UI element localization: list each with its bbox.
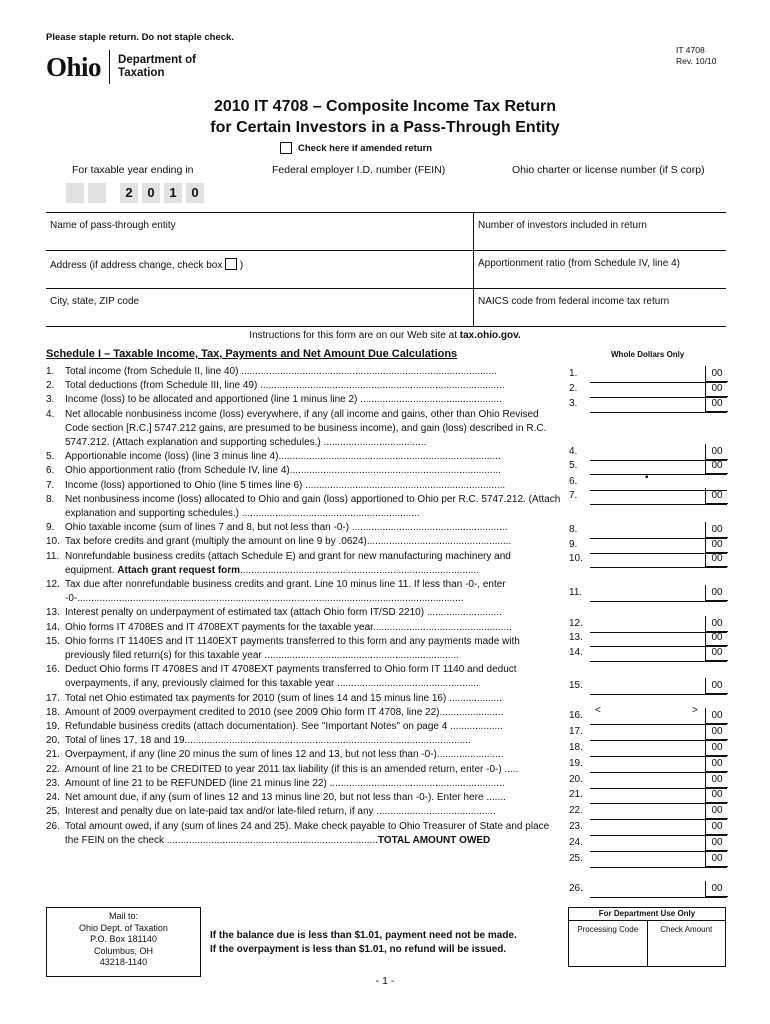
line-number: 17. xyxy=(46,692,60,704)
amount-line-label: 19. xyxy=(569,758,583,769)
cents-field: 00 xyxy=(705,835,728,851)
line-text xyxy=(65,379,562,393)
line16-bracket-open: < xyxy=(595,705,601,716)
line-text xyxy=(65,663,562,691)
line-number: 26. xyxy=(46,820,60,832)
schedule-line xyxy=(46,493,562,521)
line-number: 12. xyxy=(46,579,60,591)
line-number: 14. xyxy=(46,621,60,633)
amount-line-label: 7. xyxy=(569,490,578,501)
year-digit-box[interactable] xyxy=(66,183,84,203)
investor-count-label: Number of investors included in return xyxy=(478,220,647,231)
form-number: IT 4708 xyxy=(676,45,705,55)
naics-label: NAICS code from federal income tax return xyxy=(478,296,670,307)
amount-line-label: 13. xyxy=(569,632,583,643)
form-title xyxy=(0,96,770,138)
line-text xyxy=(65,550,562,578)
line-description: Ohio forms IT 4708ES and IT 4708EXT payments for the taxable year.................................................. xyxy=(65,621,512,633)
line-text xyxy=(65,606,562,620)
instructions-text: Instructions for this form are on our Web site at xyxy=(249,330,460,341)
cents-field: 00 xyxy=(705,740,728,756)
line-number: 11. xyxy=(46,550,60,562)
line-text xyxy=(65,479,562,493)
year-digit-box[interactable] xyxy=(88,183,106,203)
schedule-title: Schedule I – Taxable Income, Tax, Payments and Net Amount Due Calculations xyxy=(46,348,458,360)
cents-field: 00 xyxy=(705,522,728,538)
line-text xyxy=(65,805,562,819)
amount-line-label: 23. xyxy=(569,821,583,832)
amount-line-label: 4. xyxy=(569,446,578,457)
line-text xyxy=(65,535,562,549)
schedule-line xyxy=(46,464,562,478)
amount-line-label: 18. xyxy=(569,742,583,753)
decimal-point: ▪ xyxy=(645,472,649,483)
line-number: 6. xyxy=(46,465,55,477)
cents-field: 00 xyxy=(705,458,728,474)
line-number: 1. xyxy=(46,366,55,377)
line-text xyxy=(65,450,562,464)
cents-field: 00 xyxy=(705,396,728,412)
cents-field: 00 xyxy=(705,616,728,632)
amount-line-label: 26. xyxy=(569,883,583,894)
schedule-lines xyxy=(46,365,562,848)
cents-field: 00 xyxy=(705,630,728,646)
amount-line-label: 8. xyxy=(569,524,578,535)
line-description: Tax due after nonrefundable business credits and grant. Line 10 minus line 11. If less than -0-, enter -0-........................................................................................................................................... xyxy=(65,579,506,605)
staple-instruction: Please staple return. Do not staple check. xyxy=(46,32,234,43)
naics-field[interactable] xyxy=(474,289,726,326)
logo-wordmark: Ohio xyxy=(46,51,102,82)
line-description: Tax before credits and grant (multiply the amount on line 9 by .0624).................................................... xyxy=(65,536,512,548)
amount-line-label: 22. xyxy=(569,805,583,816)
line-number: 20. xyxy=(46,735,60,747)
line-description: Net amount due, if any (sum of lines 12 and 13 minus line 20, but not less than -0-). Enter here ....... xyxy=(65,792,506,804)
amount-line-label: 2. xyxy=(569,383,578,394)
line-text xyxy=(65,734,562,748)
mail-label: Mail to: xyxy=(108,911,138,921)
fein-label: Federal employer I.D. number (FEIN) xyxy=(272,164,446,176)
amount-line-label: 5. xyxy=(569,460,578,471)
department-name xyxy=(118,54,196,80)
cents-field: 00 xyxy=(705,444,728,460)
schedule-line xyxy=(46,535,562,549)
footer-section xyxy=(46,907,726,979)
schedule-line xyxy=(46,763,562,777)
year-digit-box: 0 xyxy=(142,183,160,203)
line-description: Total of lines 17, 18 and 19....................................................................................................... xyxy=(65,735,471,747)
cents-field: 00 xyxy=(705,488,728,504)
apportionment-field[interactable] xyxy=(474,251,726,288)
schedule-line xyxy=(46,635,562,663)
line-text xyxy=(65,748,562,762)
line-text xyxy=(65,408,562,451)
schedule-line xyxy=(46,606,562,620)
amount-line-label: 12. xyxy=(569,618,583,629)
title-line-2: for Certain Investors in a Pass-Through Entity xyxy=(210,119,560,136)
city-state-zip-label: City, state, ZIP code xyxy=(50,296,140,307)
amount-line-label: 25. xyxy=(569,853,583,864)
schedule-line xyxy=(46,521,562,535)
schedule-line xyxy=(46,365,562,379)
schedule-line xyxy=(46,408,562,451)
line-text xyxy=(65,365,562,379)
line-number: 13. xyxy=(46,607,60,619)
amount-line-label: 1. xyxy=(569,368,578,379)
schedule-line xyxy=(46,706,562,720)
line-description: Ohio apportionment ratio (from Schedule IV, line 4)............................................................................ xyxy=(65,465,501,477)
entity-info-block xyxy=(46,212,726,327)
line-description: Amount of 2009 overpayment credited to 2010 (see 2009 Ohio form IT 4708, line 22)....................... xyxy=(65,706,504,718)
line-number: 8. xyxy=(46,493,55,505)
cents-field: 00 xyxy=(705,381,728,397)
schedule-line xyxy=(46,379,562,393)
line16-bracket-close: > xyxy=(692,705,698,716)
taxable-year-boxes xyxy=(66,183,208,203)
cents-field: 00 xyxy=(705,678,728,694)
line-number: 18. xyxy=(46,706,60,718)
line-text xyxy=(65,791,562,805)
cents-field: 00 xyxy=(705,708,728,724)
line-text xyxy=(65,393,562,407)
line-number: 15. xyxy=(46,635,60,647)
amount-line-label: 21. xyxy=(569,789,583,800)
address-field[interactable] xyxy=(46,251,474,288)
line-text xyxy=(65,464,562,478)
mailing-address xyxy=(46,907,201,977)
line-description: Deduct Ohio forms IT 4708ES and IT 4708EXT payments transferred to Ohio form IT 1140 and deduct overpayments, if any, previously claimed for this taxable year ................................................... xyxy=(65,664,517,690)
schedule-line xyxy=(46,479,562,493)
mail-line-1: Ohio Dept. of Taxation xyxy=(79,922,168,933)
amended-return-option[interactable] xyxy=(280,142,432,154)
investor-count-field[interactable] xyxy=(474,213,726,250)
line-description: Total amount owed, if any (sum of lines 24 and 25). Make check payable to Ohio Treasurer of State and place the FEIN on the check ............................................................................ xyxy=(65,820,550,846)
line-text xyxy=(65,720,562,734)
line-description: Ohio taxable income (sum of lines 7 and 8, but not less than -0-) ........................................................ xyxy=(65,522,508,534)
balance-message-1: If the balance due is less than $1.01, payment need not be made. xyxy=(210,930,517,941)
page-number: - 1 - xyxy=(375,975,395,987)
amount-line-label: 6. xyxy=(569,476,578,487)
line-description: Net allocable nonbusiness income (loss) everywhere, if any (all income and gains, other than Ohio Revised Code section [R.C.] 5747.212 gains, are presumed to be business income), and gain (loss) described in R.C. 5747.212. (Attach explanation and supporting schedules.) ..................................... xyxy=(65,408,547,449)
check-amount: Check Amount xyxy=(660,925,713,934)
line-text xyxy=(65,692,562,706)
form-revision: Rev. 10/10 xyxy=(676,56,717,66)
amount-line-label: 15. xyxy=(569,680,583,691)
line-number: 10. xyxy=(46,536,60,548)
amount-line-label: 3. xyxy=(569,398,578,409)
cents-field: 00 xyxy=(705,366,728,382)
processing-code: Processing Code xyxy=(569,921,648,967)
line-number: 25. xyxy=(46,806,60,818)
cents-field: 00 xyxy=(705,551,728,567)
amount-line-label: 10. xyxy=(569,553,583,564)
whole-dollars-label: Whole Dollars Only xyxy=(611,350,685,359)
cents-field: 00 xyxy=(705,787,728,803)
cents-field: 00 xyxy=(705,772,728,788)
line-text xyxy=(65,820,562,848)
schedule-line xyxy=(46,820,562,848)
mail-line-3: Columbus, OH xyxy=(93,945,154,956)
line-description: Refundable business credits (attach documentation). See "Important Notes" on page 4 ................... xyxy=(65,721,503,733)
entity-name-field[interactable] xyxy=(46,213,474,250)
line-text xyxy=(65,706,562,720)
line-number: 4. xyxy=(46,408,55,420)
line-description: Amount of line 21 to be CREDITED to year 2011 tax liability (if this is an amended return, enter -0-) ..... xyxy=(65,763,519,775)
line-number: 16. xyxy=(46,664,60,676)
line-text xyxy=(65,493,562,521)
line-text xyxy=(65,763,562,777)
schedule-line xyxy=(46,663,562,691)
schedule-line xyxy=(46,578,562,606)
cents-field: 00 xyxy=(705,803,728,819)
mail-line-4: 43218-1140 xyxy=(99,957,148,967)
line-description: Apportionable income (loss) (line 3 minus line 4)................................................................................ xyxy=(65,451,501,463)
dept-line-2: Taxation xyxy=(118,67,165,79)
line-description: Net nonbusiness income (loss) allocated to Ohio and gain (loss) apportioned to Ohio per R.C. 5747.212. (Attach explanation and supporting schedules.) ................................................................ xyxy=(65,493,561,520)
line-description: Nonrefundable business credits (attach Schedule E) and grant for new manufacturing machinery and equipment. xyxy=(65,550,511,576)
amount-line-label: 20. xyxy=(569,774,583,785)
dept-use-title: For Department Use Only xyxy=(569,908,725,921)
line-leader: ...................................................................................... xyxy=(240,564,479,576)
amount-line-label: 9. xyxy=(569,539,578,550)
line-number: 5. xyxy=(46,451,55,463)
line-description: Income (loss) apportioned to Ohio (line 5 times line 6) ........................................................................ xyxy=(65,479,506,491)
line-text xyxy=(65,578,562,606)
schedule-line xyxy=(46,393,562,407)
schedule-line xyxy=(46,791,562,805)
line-number: 3. xyxy=(46,394,55,406)
amount-line-label: 11. xyxy=(569,587,583,598)
ohio-logo xyxy=(46,50,196,84)
line-number: 9. xyxy=(46,522,55,534)
schedule-line xyxy=(46,621,562,635)
address-label: Address (if address change, check box xyxy=(50,260,223,271)
line-emphasis: Attach grant request form xyxy=(117,564,241,576)
line-emphasis: TOTAL AMOUNT OWED xyxy=(377,834,491,846)
charter-label: Ohio charter or license number (if S corp) xyxy=(512,164,705,176)
year-digit-box: 0 xyxy=(186,183,204,203)
line-number: 22. xyxy=(46,763,60,775)
department-use-box xyxy=(568,907,726,967)
address-change-checkbox[interactable] xyxy=(225,258,237,270)
line-description: Overpayment, if any (line 20 minus the sum of lines 12 and 13, but not less than -0-)........................ xyxy=(65,749,504,761)
taxable-year-label: For taxable year ending in xyxy=(72,164,194,176)
schedule-line xyxy=(46,805,562,819)
schedule-line xyxy=(46,748,562,762)
line-description: Income (loss) to be allocated and apportioned (line 1 minus line 2) ................................................... xyxy=(65,394,502,406)
address-label-end: ) xyxy=(239,260,244,271)
title-line-1: 2010 IT 4708 – Composite Income Tax Return xyxy=(213,98,557,115)
line-number: 21. xyxy=(46,749,60,761)
instructions-url[interactable]: tax.ohio.gov. xyxy=(459,330,521,341)
year-digit-box: 1 xyxy=(164,183,182,203)
city-state-zip-field[interactable] xyxy=(46,289,474,326)
line-description: Interest penalty on underpayment of estimated tax (attach Ohio form IT/SD 2210) ........................... xyxy=(65,607,502,619)
line-description: Total net Ohio estimated tax payments for 2010 (sum of lines 14 and 15 minus line 16) ................... xyxy=(65,692,502,704)
logo-divider xyxy=(109,50,110,84)
balance-message-2: If the overpayment is less than $1.01, no refund will be issued. xyxy=(210,944,507,955)
schedule-line xyxy=(46,734,562,748)
schedule-line xyxy=(46,550,562,578)
apportionment-label: Apportionment ratio (from Schedule IV, line 4) xyxy=(478,258,680,269)
line-description: Ohio forms IT 1140ES and IT 1140EXT payments transferred to this form and any payments made with previously filed return(s) for this taxable year ...................................................................... xyxy=(65,635,520,662)
line-description: Interest and penalty due on late-paid tax and/or late-filed return, if any ........................................... xyxy=(65,806,496,818)
line-number: 7. xyxy=(46,479,55,491)
cents-field: 00 xyxy=(705,537,728,553)
cents-field: 00 xyxy=(705,645,728,661)
line-number: 2. xyxy=(46,380,55,392)
schedule-line xyxy=(46,692,562,706)
line-text xyxy=(65,521,562,535)
dept-line-1: Department of xyxy=(118,54,196,66)
amount-line-label: 16. xyxy=(569,710,583,721)
line-description: Total deductions (from Schedule III, line 49) ........................................................................................ xyxy=(65,380,505,392)
entity-name-label: Name of pass-through entity xyxy=(50,220,176,231)
cents-field: 00 xyxy=(705,756,728,772)
line-description: Total income (from Schedule II, line 40) ............................................................................................ xyxy=(65,366,497,377)
cents-field: 00 xyxy=(705,819,728,835)
amended-label: Check here if amended return xyxy=(298,142,433,154)
schedule-line xyxy=(46,450,562,464)
amount-line-label: 14. xyxy=(569,647,583,658)
cents-field: 00 xyxy=(705,851,728,867)
year-digit-box: 2 xyxy=(120,183,138,203)
schedule-line xyxy=(46,777,562,791)
line-number: 19. xyxy=(46,721,60,733)
amount-line-label: 17. xyxy=(569,726,583,737)
amended-checkbox[interactable] xyxy=(280,142,292,154)
instructions-note xyxy=(0,330,770,341)
form-id xyxy=(676,45,716,67)
cents-field: 00 xyxy=(705,585,728,601)
amount-line-label: 24. xyxy=(569,837,583,848)
line-description: Amount of line 21 to be REFUNDED (line 21 minus line 22) ............................................................... xyxy=(65,777,505,789)
line-number: 23. xyxy=(46,777,60,789)
cents-field: 00 xyxy=(705,724,728,740)
line-text xyxy=(65,777,562,791)
line-text xyxy=(65,621,562,635)
line-text xyxy=(65,635,562,663)
mail-line-2: P.O. Box 181140 xyxy=(90,934,157,944)
cents-field: 00 xyxy=(705,881,728,897)
line-number: 24. xyxy=(46,792,60,804)
schedule-line xyxy=(46,720,562,734)
balance-message xyxy=(210,929,517,957)
